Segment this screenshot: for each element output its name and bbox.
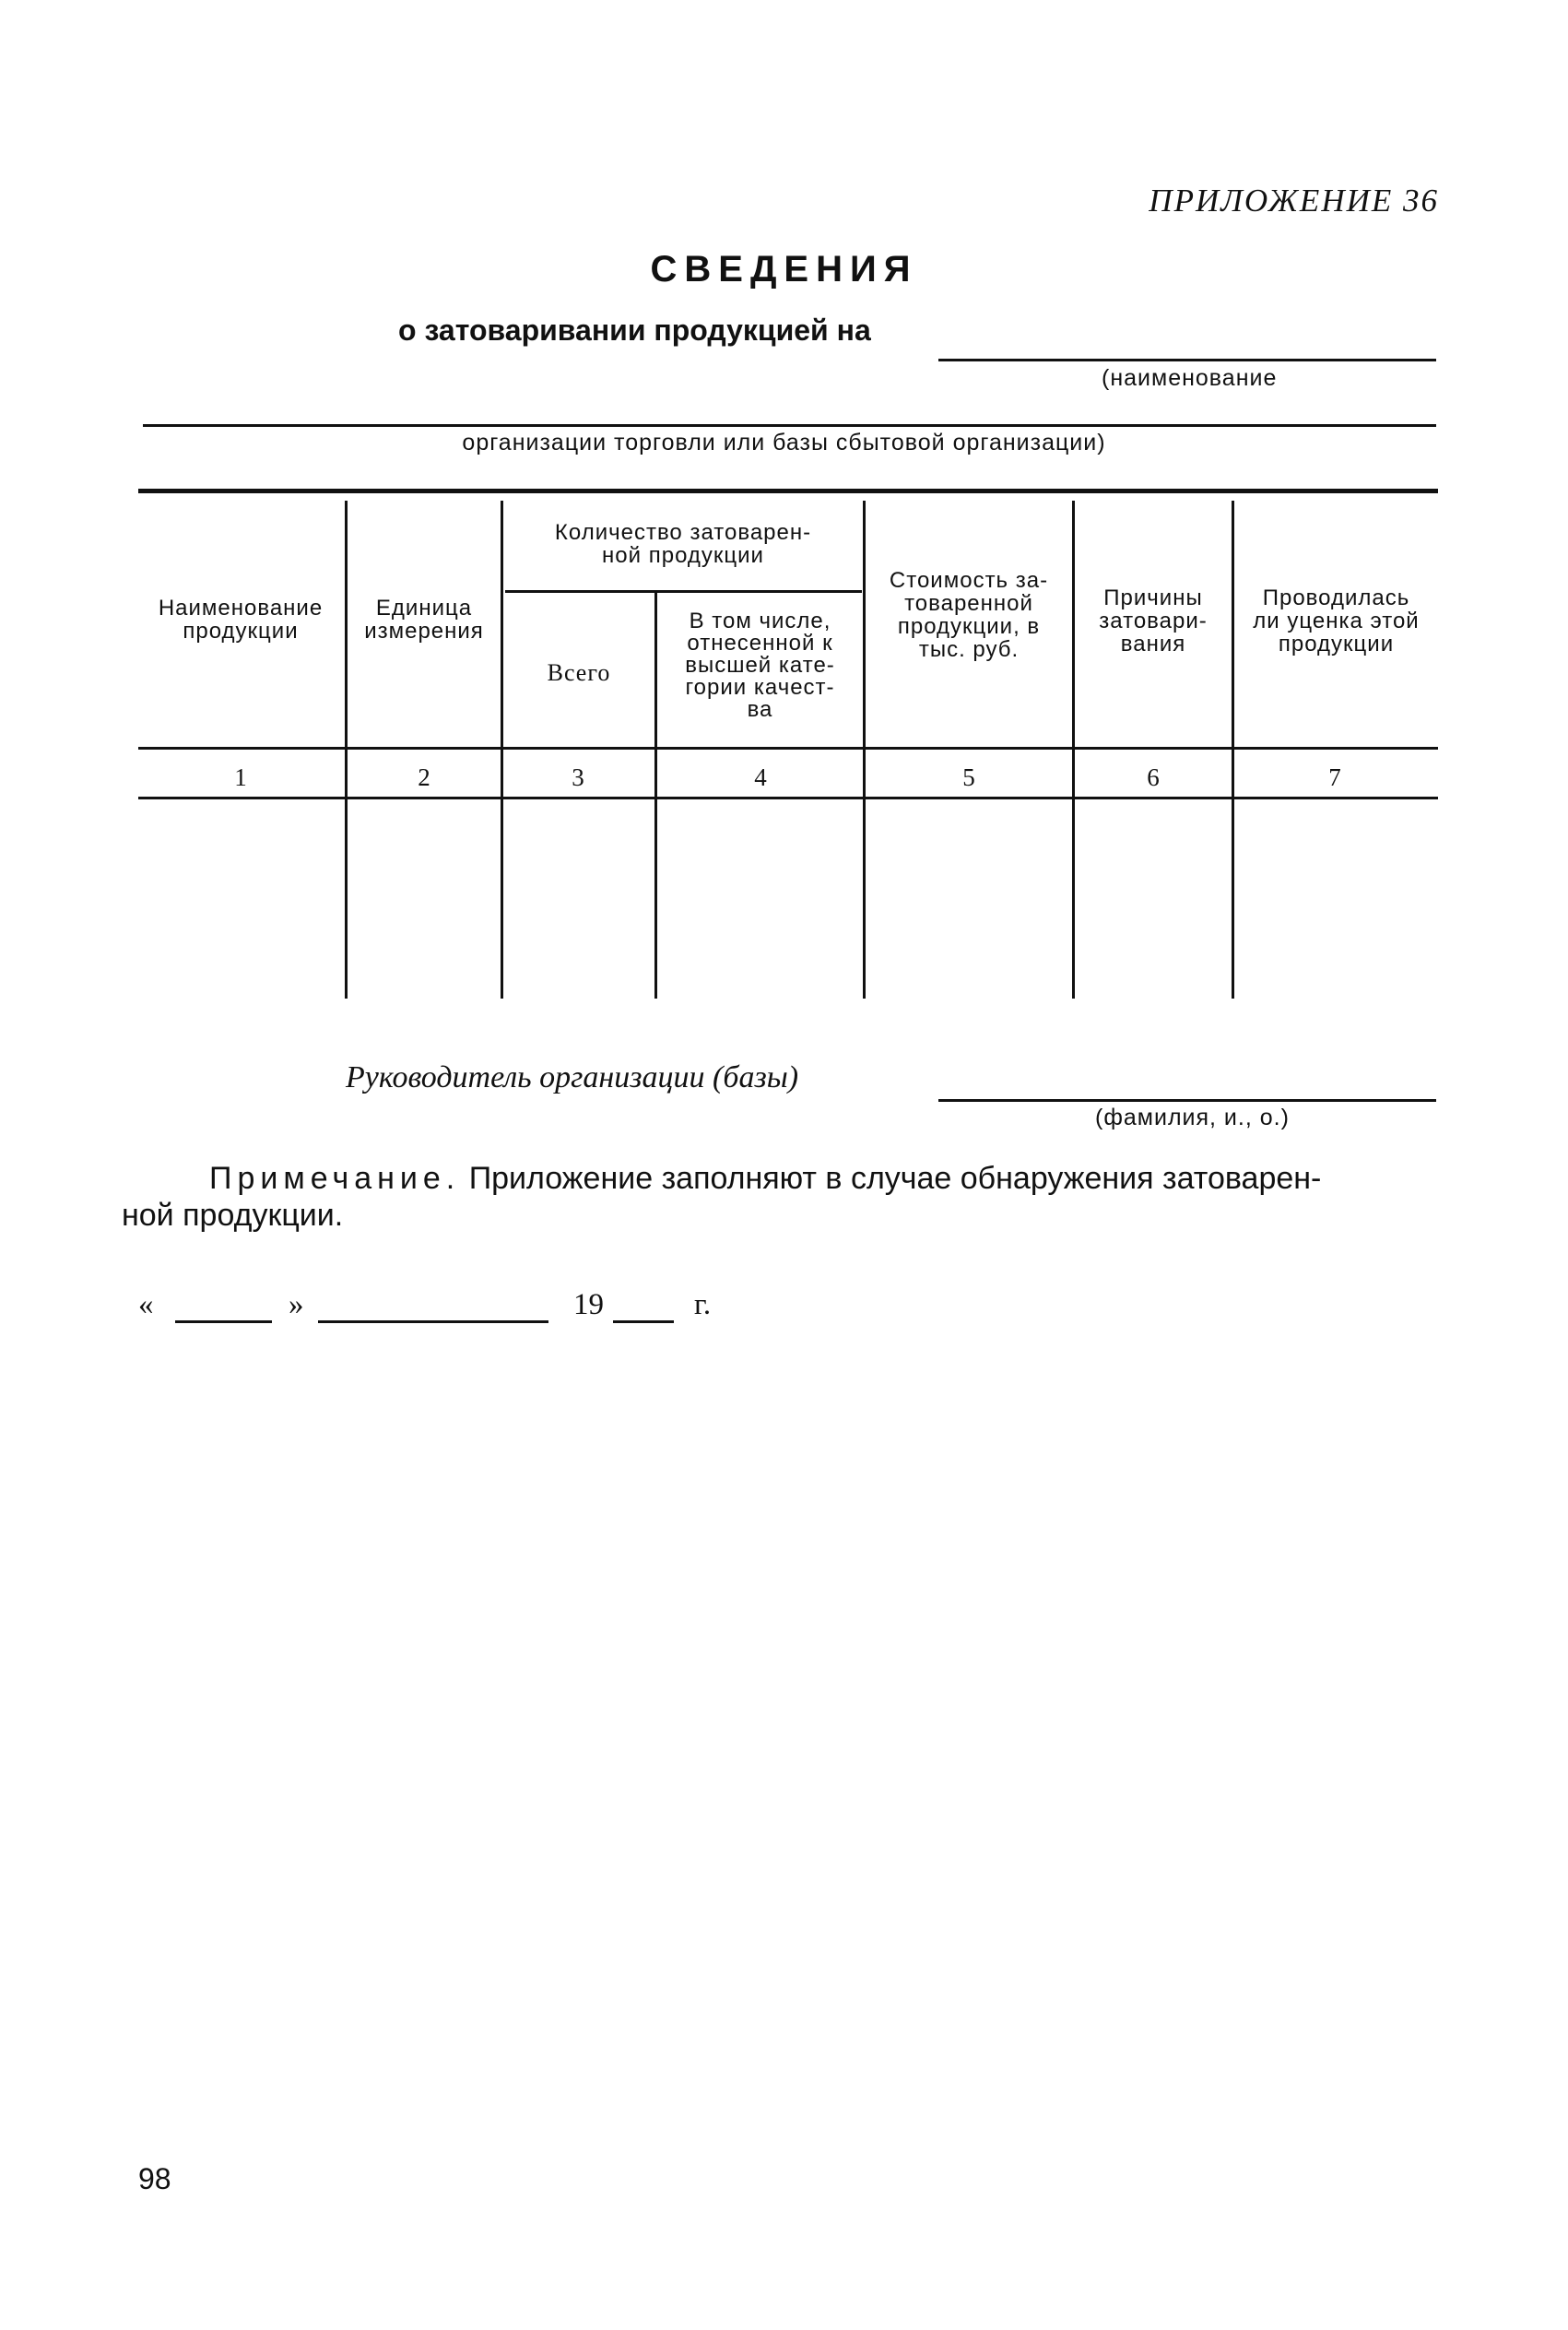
signature-field[interactable] xyxy=(938,1099,1436,1102)
year-prefix: 19 xyxy=(573,1288,604,1321)
date-close-quote: » xyxy=(289,1288,304,1321)
col-header-top-quality: В том числе, отнесенной к высшей кате- гории качест- ва xyxy=(685,609,835,722)
month-field[interactable] xyxy=(318,1320,548,1323)
page-number: 98 xyxy=(138,2162,171,2195)
organization-name-field[interactable] xyxy=(938,359,1436,361)
document-subtitle: о затоваривании продукцией на xyxy=(398,313,871,347)
organization-caption: организации торговли или базы сбытовой организации) xyxy=(462,430,1106,455)
name-caption: (наименование xyxy=(1102,365,1278,391)
col-header-reasons: Причины затовари- вания xyxy=(1099,585,1208,656)
col-header-unit: Единица измерения xyxy=(364,596,484,644)
note-label: Примечание. xyxy=(209,1161,461,1196)
date-open-quote: « xyxy=(138,1288,154,1321)
appendix-label: ПРИЛОЖЕНИЕ 36 xyxy=(1149,183,1439,219)
col-header-quantity: Количество затоварен- ной продукции xyxy=(554,520,812,568)
table-top-rule xyxy=(138,489,1438,493)
signature-label: Руководитель организации (базы) xyxy=(346,1060,799,1094)
col-header-product-name: Наименование продукции xyxy=(158,596,324,644)
year-field[interactable] xyxy=(613,1320,674,1323)
numbers-rule xyxy=(138,797,1438,799)
day-field[interactable] xyxy=(175,1320,272,1323)
column-number: 5 xyxy=(962,763,975,791)
note-text-line1: Приложение заполняют в случае обнаружения затоварен- xyxy=(468,1161,1322,1196)
column-number: 3 xyxy=(572,763,584,791)
signature-caption: (фамилия, и., о.) xyxy=(1095,1105,1290,1130)
organization-name-field-2[interactable] xyxy=(143,424,1436,427)
col-header-cost: Стоимость за- товаренной продукции, в тыс. руб. xyxy=(889,568,1049,662)
year-suffix: г. xyxy=(694,1288,712,1321)
quantity-subrule xyxy=(505,590,862,593)
note-block xyxy=(122,1160,1440,1234)
note-text-line2: ной продукции. xyxy=(122,1198,344,1233)
column-number: 7 xyxy=(1328,763,1341,791)
column-number: 2 xyxy=(418,763,430,791)
column-number: 1 xyxy=(234,763,247,791)
col-header-total: Всего xyxy=(547,659,611,686)
table-data-area[interactable] xyxy=(138,800,1438,999)
header-rule xyxy=(138,747,1438,750)
col-header-markdown: Проводилась ли уценка этой продукции xyxy=(1253,585,1420,656)
column-number: 4 xyxy=(754,763,767,791)
document-title: СВЕДЕНИЯ xyxy=(650,249,918,290)
column-number: 6 xyxy=(1147,763,1160,791)
